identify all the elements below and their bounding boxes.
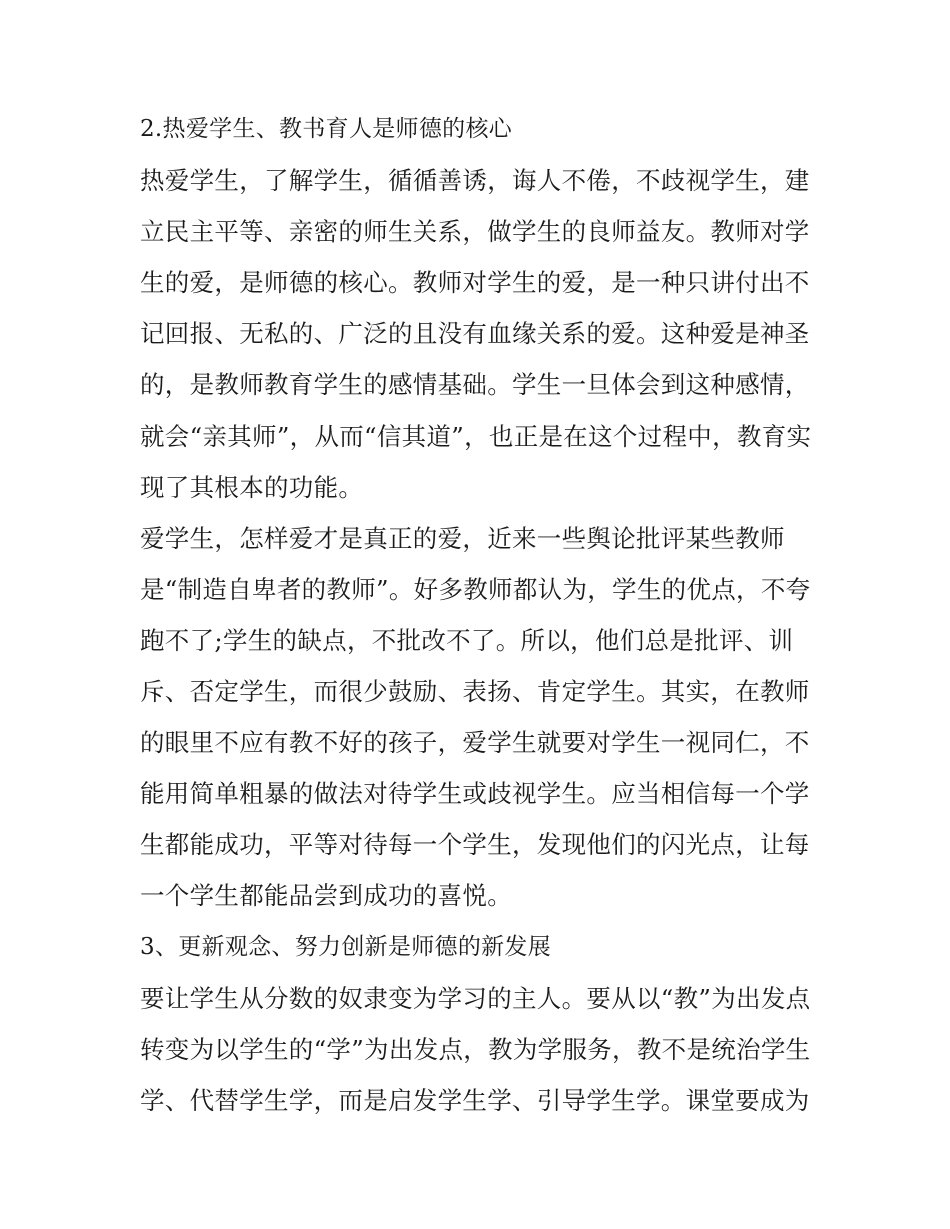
paragraph-line: 要让学生从分数的奴隶变为学习的主人。要从以“教”为出发点 [140,983,811,1013]
paragraph-line: 的眼里不应有教不好的孩子，爱学生就要对学生一视同仁，不 [140,728,810,758]
paragraph-line: 生都能成功，平等对待每一个学生，发现他们的闪光点，让每 [140,830,810,860]
paragraph-line: 就会“亲其师”，从而“信其道”，也正是在这个过程中，教育实 [140,421,812,451]
paragraph-line: 学、代替学生学，而是启发学生学、引导学生学。课堂要成为 [140,1085,810,1115]
paragraph-line: 转变为以学生的“学”为出发点，教为学服务，教不是统治学生 [140,1034,811,1064]
paragraph-line: 现了其根本的功能。 [140,472,364,502]
document-body [140,104,820,1126]
section-heading-3: 3、更新观念、努力创新是师德的新发展 [140,933,552,960]
paragraph-line: 立民主平等、亲密的师生关系，做学生的良师益友。教师对学 [140,217,810,247]
paragraph-line: 是“制造自卑者的教师”。好多教师都认为，学生的优点，不夸 [140,574,811,604]
section-heading-2: 2.热爱学生、教书育人是师德的核心 [140,116,513,142]
paragraph-line: 爱学生，怎样爱才是真正的爱，近来一些舆论批评某些教师 [140,523,785,553]
paragraph-line: 的，是教师教育学生的感情基础。学生一旦体会到这种感情， [140,370,810,400]
paragraph-line: 一个学生都能品尝到成功的喜悦。 [140,881,512,911]
paragraph-line: 斥、否定学生，而很少鼓励、表扬、肯定学生。其实，在教师 [140,677,810,707]
paragraph-line: 热爱学生，了解学生，循循善诱，诲人不倦，不歧视学生，建 [140,166,810,196]
paragraph-line: 跑不了;学生的缺点，不批改不了。所以，他们总是批评、训 [140,625,794,655]
paragraph-line: 能用简单粗暴的做法对待学生或歧视学生。应当相信每一个学 [140,779,810,809]
paragraph-line: 记回报、无私的、广泛的且没有血缘关系的爱。这种爱是神圣 [140,319,810,349]
paragraph-line: 生的爱，是师德的核心。教师对学生的爱，是一种只讲付出不 [140,268,810,298]
